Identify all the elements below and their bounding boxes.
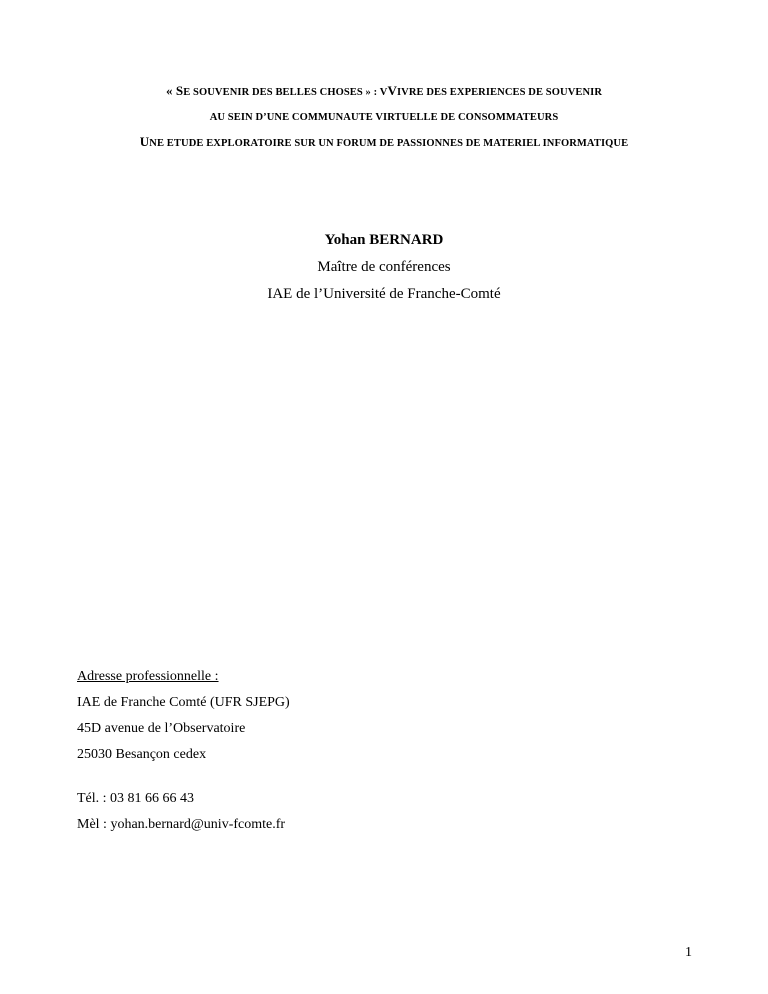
address-street: 45D avenue de l’Observatoire (77, 721, 246, 736)
title-line-2: AU SEIN D’UNE COMMUNAUTE VIRTUELLE DE CONSOMMATEURS (209, 112, 559, 123)
address-block (77, 668, 290, 842)
title-line-1-part-a: E SOUVENIR DES BELLES CHOSES » : V (183, 87, 388, 98)
email-address: Mèl : yohan.bernard@univ-fcomte.fr (77, 817, 286, 832)
page-number: 1 (685, 945, 692, 960)
author-name: Yohan BERNARD (324, 232, 444, 248)
author-affiliation: IAE de l’Université de Franche-Comté (267, 286, 501, 302)
title-line-3 (0, 135, 768, 150)
address-institution: IAE de Franche Comté (UFR SJEPG) (77, 695, 290, 710)
address-city: 25030 Besançon cedex (77, 747, 207, 762)
paper-title (0, 84, 768, 150)
author-role: Maître de conférences (317, 259, 451, 275)
title-line-3-prefix: U (139, 134, 150, 149)
title-line-3-text: NE ETUDE EXPLORATOIRE SUR UN FORUM DE PASSIONNES DE MATERIEL INFORMATIQUE (149, 138, 629, 149)
title-line-1-part-b: IVRE DES EXPERIENCES DE SOUVENIR (396, 87, 603, 98)
author-block (0, 231, 768, 303)
phone-number: Tél. : 03 81 66 66 43 (77, 791, 195, 806)
address-heading: Adresse professionnelle : (77, 669, 219, 684)
title-line-1-prefix: « S (165, 83, 184, 98)
title-line-1: « SE SOUVENIR DES BELLES CHOSES » : VVIVRE DES EXPERIENCES DE SOUVENIR (165, 83, 603, 98)
address-spacer (77, 772, 290, 790)
